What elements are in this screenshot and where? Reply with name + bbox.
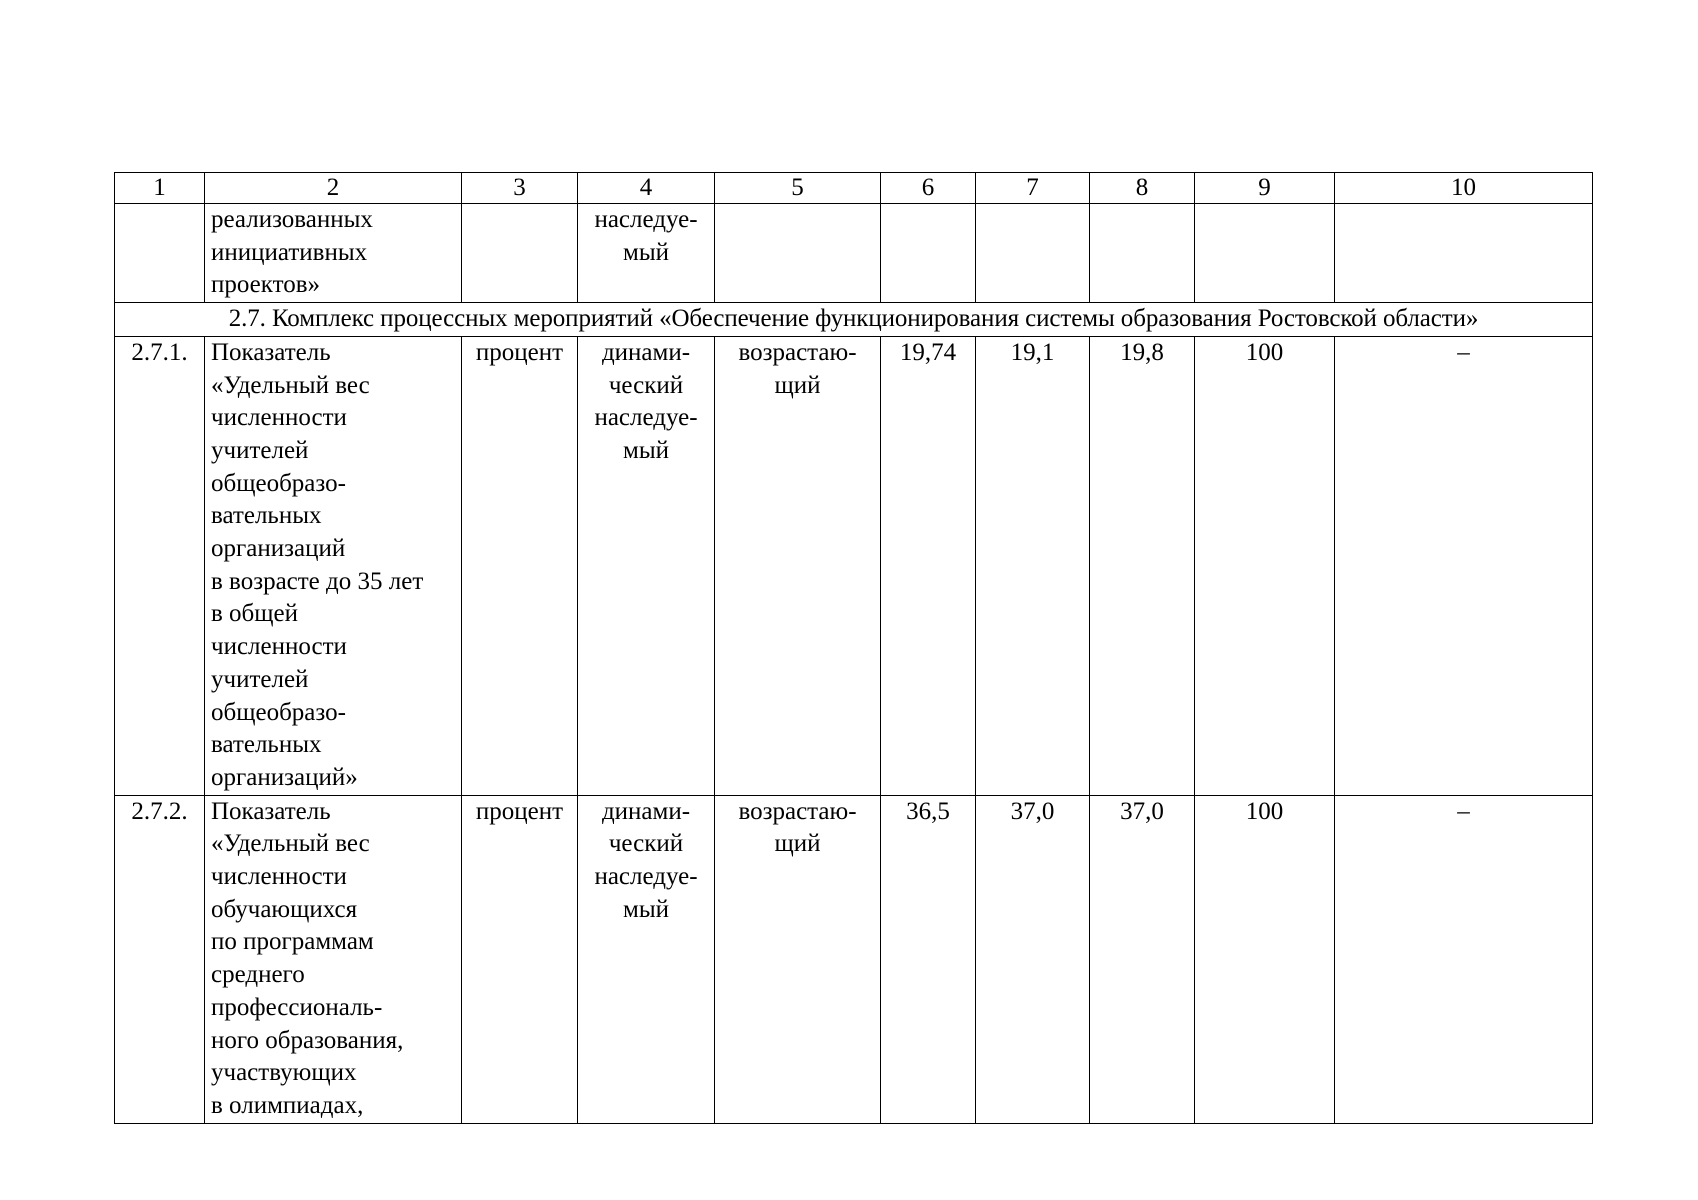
table-row [115,336,1593,795]
cell-col-7: 19,1 [976,336,1090,795]
cell-indicator-type: динами- ческий наследуе- мый [578,795,715,1123]
cell-number: 2.7.2. [115,795,205,1123]
column-number-9: 9 [1195,173,1335,204]
cell-unit [462,204,578,303]
cell-trend: возрастаю- щий [715,795,881,1123]
cell-indicator-name: Показатель «Удельный вес численности обучающихся по программам среднего профессиональ- ного образования, участвующих в олимпиадах, [205,795,462,1123]
cell-number: 2.7.1. [115,336,205,795]
cell-indicator-name: Показатель «Удельный вес численности учителей общеобразо- вательных организаций в возрасте до 35 лет в общей численности учителей общеобразо- вательных организаций» [205,336,462,795]
section-row [115,303,1593,337]
cell-col-8 [1090,204,1195,303]
column-number-4: 4 [578,173,715,204]
cell-indicator-name: реализованных инициативных проектов» [205,204,462,303]
continued-row [115,204,1593,303]
cell-col-9: 100 [1195,336,1335,795]
cell-col-6 [881,204,976,303]
cell-unit: процент [462,795,578,1123]
cell-trend: возрастаю- щий [715,336,881,795]
column-number-2: 2 [205,173,462,204]
column-number-10: 10 [1335,173,1593,204]
section-title: 2.7. Комплекс процессных мероприятий «Обеспечение функционирования системы образования Ростовской области» [115,303,1593,337]
cell-col-6: 36,5 [881,795,976,1123]
column-number-7: 7 [976,173,1090,204]
column-number-row [115,173,1593,204]
cell-trend [715,204,881,303]
cell-number [115,204,205,303]
cell-col-8: 37,0 [1090,795,1195,1123]
indicator-table [114,172,1593,1124]
column-number-8: 8 [1090,173,1195,204]
cell-col-10 [1335,204,1593,303]
column-number-5: 5 [715,173,881,204]
cell-col-10: – [1335,336,1593,795]
column-number-6: 6 [881,173,976,204]
cell-col-6: 19,74 [881,336,976,795]
table-row [115,795,1593,1123]
cell-col-9: 100 [1195,795,1335,1123]
cell-col-8: 19,8 [1090,336,1195,795]
cell-col-7 [976,204,1090,303]
cell-col-10: – [1335,795,1593,1123]
cell-indicator-type: динами- ческий наследуе- мый [578,336,715,795]
column-number-3: 3 [462,173,578,204]
column-number-1: 1 [115,173,205,204]
cell-col-9 [1195,204,1335,303]
cell-indicator-type: наследуе- мый [578,204,715,303]
cell-unit: процент [462,336,578,795]
cell-col-7: 37,0 [976,795,1090,1123]
